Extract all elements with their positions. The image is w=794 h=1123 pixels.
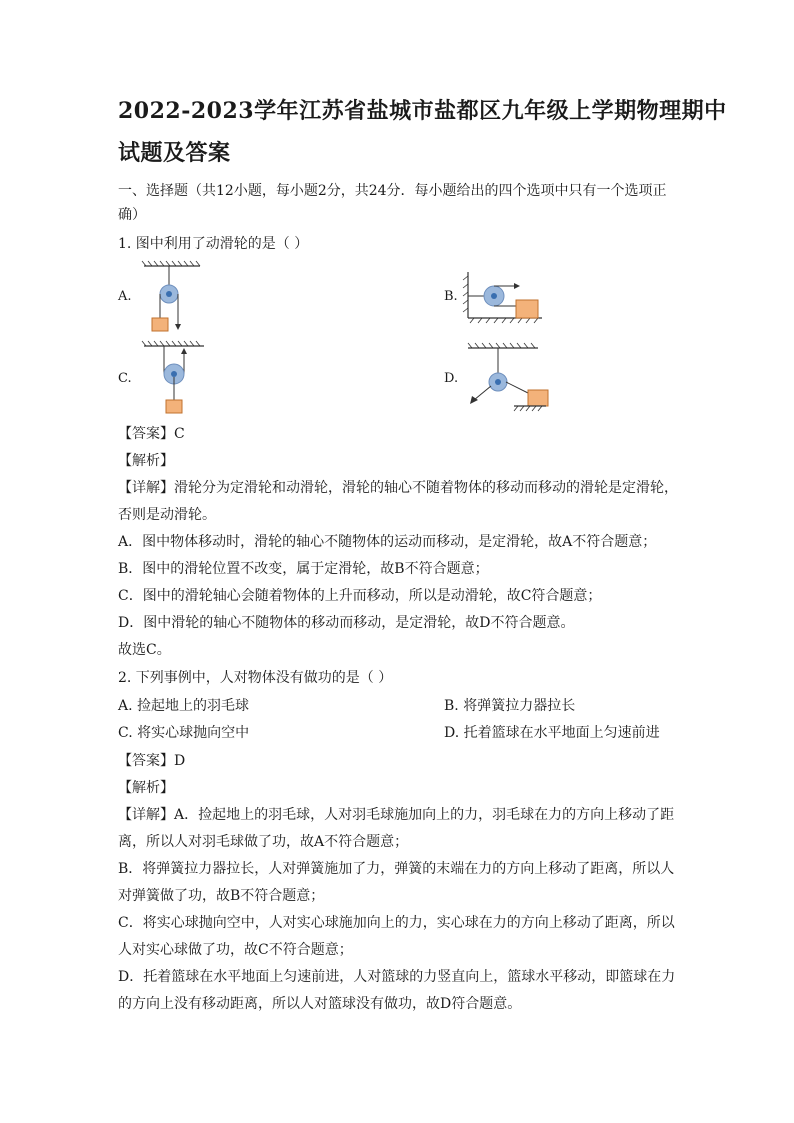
- q2-option-a: A. 捡起地上的羽毛球: [118, 698, 250, 714]
- doc-title-line1: 2022-2023学年江苏省盐城市盐都区九年级上学期物理期中: [118, 98, 727, 124]
- q2-stem: 2. 下列事例中，人对物体没有做功的是（ ）: [118, 670, 393, 686]
- q1-option-a-label: A.: [118, 289, 132, 304]
- doc-title-line2: 试题及答案: [118, 140, 231, 166]
- q1-explain-d: D．图中滑轮的轴心不随物体的移动而移动，是定滑轮，故D不符合题意。: [118, 615, 575, 631]
- q1-option-c-label: C.: [118, 371, 132, 386]
- q2-detail-line6: 人对实心球做了功，故C不符合题意；: [118, 942, 353, 958]
- q2-analysis-heading: 【解析】: [118, 780, 174, 796]
- q1-analysis-heading: 【解析】: [118, 453, 174, 469]
- q1-explain-a: A．图中物体移动时，滑轮的轴心不随物体的运动而移动，是定滑轮，故A不符合题意；: [118, 534, 657, 550]
- q1-stem: 1. 图中利用了动滑轮的是（ ）: [118, 236, 309, 252]
- q2-detail-line5: C．将实心球抛向空中，人对实心球施加向上的力，实心球在力的方向上移动了距离，所以: [118, 915, 675, 931]
- q1-conclusion: 故选C。: [118, 642, 171, 658]
- q1-figure-b: [462, 270, 546, 326]
- q2-detail-line4: 对弹簧做了功，故B不符合题意；: [118, 888, 325, 904]
- q1-option-d-label: D.: [444, 371, 459, 386]
- q1-option-b-label: B.: [444, 289, 458, 304]
- q2-detail-line2: 离，所以人对羽毛球做了功，故A不符合题意；: [118, 834, 409, 850]
- q1-figure-a: [140, 258, 206, 336]
- q1-explain-b: B．图中的滑轮位置不改变，属于定滑轮，故B不符合题意；: [118, 561, 489, 577]
- q2-detail-line3: B．将弹簧拉力器拉长，人对弹簧施加了力，弹簧的末端在力的方向上移动了距离，所以人: [118, 861, 675, 877]
- q2-option-b: B. 将弹簧拉力器拉长: [444, 698, 576, 714]
- q2-option-d: D. 托着篮球在水平地面上匀速前进: [444, 725, 660, 741]
- q1-detail-line1: 【详解】滑轮分为定滑轮和动滑轮，滑轮的轴心不随着物体的移动而移动的滑轮是定滑轮，: [118, 480, 678, 496]
- q2-option-c: C. 将实心球抛向空中: [118, 725, 250, 741]
- q2-detail-line8: 的方向上没有移动距离，所以人对篮球没有做功，故D符合题意。: [118, 996, 522, 1012]
- q1-figure-c: [140, 340, 206, 418]
- q1-figure-d: [466, 342, 546, 412]
- q1-detail-line2: 否则是动滑轮。: [118, 507, 216, 523]
- q2-detail-line1: 【详解】A．捡起地上的羽毛球，人对羽毛球施加向上的力，羽毛球在力的方向上移动了距: [118, 807, 675, 823]
- section-heading-cont: 确）: [118, 207, 146, 223]
- q2-answer: 【答案】D: [118, 753, 186, 769]
- q2-detail-line7: D．托着篮球在水平地面上匀速前进，人对篮球的力竖直向上，篮球水平移动，即篮球在力: [118, 969, 676, 985]
- q1-answer: 【答案】C: [118, 426, 185, 442]
- q1-explain-c: C．图中的滑轮轴心会随着物体的上升而移动，所以是动滑轮，故C符合题意；: [118, 588, 602, 604]
- section-heading: 一、选择题（共12小题，每小题2分，共24分．每小题给出的四个选项中只有一个选项正: [118, 183, 667, 199]
